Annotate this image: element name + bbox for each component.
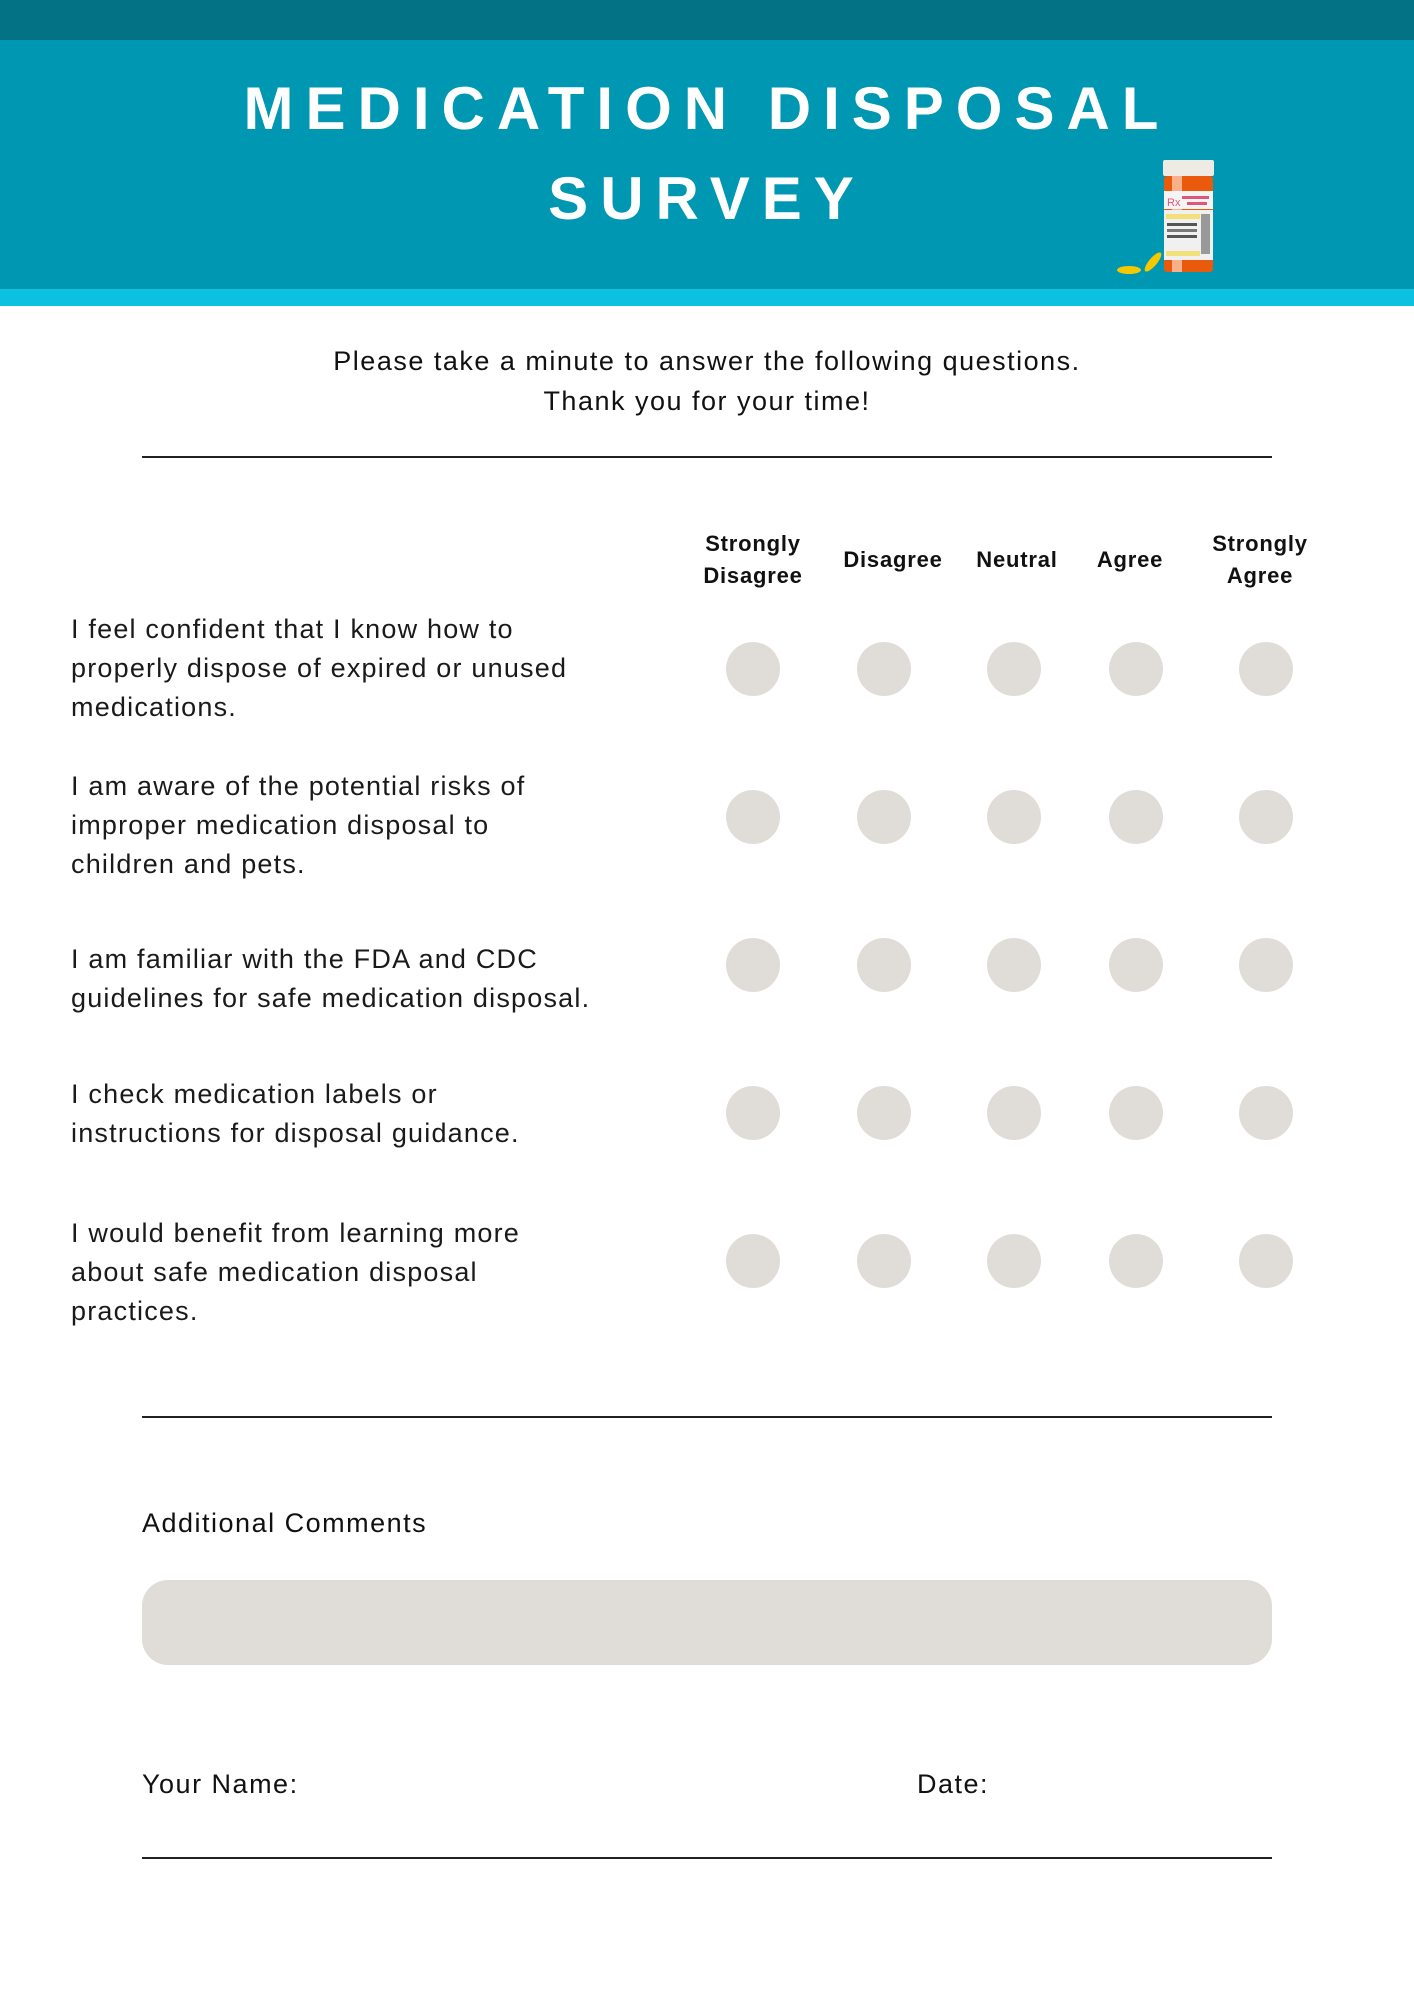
top-band <box>0 0 1414 40</box>
radio-q4-disagree[interactable] <box>857 1086 911 1140</box>
radio-q1-agree[interactable] <box>1109 642 1163 696</box>
radio-q1-strongly-agree[interactable] <box>1239 642 1293 696</box>
question-line: I would benefit from learning more <box>71 1218 521 1248</box>
date-label: Date: <box>917 1769 990 1799</box>
radio-q2-disagree[interactable] <box>857 790 911 844</box>
radio-q2-agree[interactable] <box>1109 790 1163 844</box>
question-line: I check medication labels or <box>71 1079 438 1109</box>
radio-q2-strongly-disagree[interactable] <box>726 790 780 844</box>
radio-q4-strongly-disagree[interactable] <box>726 1086 780 1140</box>
question-line: children and pets. <box>71 849 306 879</box>
question-line: improper medication disposal to <box>71 810 490 840</box>
question-line: practices. <box>71 1296 199 1326</box>
svg-text:Rx: Rx <box>1167 197 1181 209</box>
question-line: instructions for disposal guidance. <box>71 1118 520 1148</box>
question-line: about safe medication disposal <box>71 1257 478 1287</box>
comments-label: Additional Comments <box>142 1508 428 1538</box>
radio-q4-strongly-agree[interactable] <box>1239 1086 1293 1140</box>
question-text <box>71 767 711 884</box>
radio-q5-strongly-agree[interactable] <box>1239 1234 1293 1288</box>
scale-header-disagree: Disagree <box>843 547 943 572</box>
question-line: I feel confident that I know how to <box>71 614 514 644</box>
scale-header-agree: Agree <box>1096 547 1164 572</box>
scale-label: Strongly <box>1212 531 1308 556</box>
scale-header-strongly-disagree <box>683 528 823 592</box>
scale-label: Agree <box>1226 563 1294 588</box>
name-date-line[interactable] <box>142 1857 1272 1859</box>
scale-header-neutral: Neutral <box>976 547 1058 572</box>
header-stripe <box>0 289 1414 306</box>
radio-q1-strongly-disagree[interactable] <box>726 642 780 696</box>
radio-q5-neutral[interactable] <box>987 1234 1041 1288</box>
scale-header-strongly-agree <box>1190 528 1330 592</box>
radio-q5-agree[interactable] <box>1109 1234 1163 1288</box>
question-line: medications. <box>71 692 237 722</box>
radio-q1-disagree[interactable] <box>857 642 911 696</box>
radio-q5-disagree[interactable] <box>857 1234 911 1288</box>
intro-line1: Please take a minute to answer the following questions. <box>333 346 1081 376</box>
radio-q4-agree[interactable] <box>1109 1086 1163 1140</box>
radio-q3-neutral[interactable] <box>987 938 1041 992</box>
comments-input[interactable] <box>142 1580 1272 1665</box>
question-text <box>71 1214 711 1331</box>
question-line: properly dispose of expired or unused <box>71 653 568 683</box>
radio-q2-neutral[interactable] <box>987 790 1041 844</box>
radio-q4-neutral[interactable] <box>987 1086 1041 1140</box>
radio-q1-neutral[interactable] <box>987 642 1041 696</box>
divider <box>142 1416 1272 1418</box>
scale-label: Strongly <box>705 531 801 556</box>
intro-line2: Thank you for your time! <box>543 386 871 416</box>
question-text <box>71 610 711 727</box>
question-line: I am familiar with the FDA and CDC <box>71 944 538 974</box>
page-title-line1: MEDICATION DISPOSAL <box>243 75 1171 142</box>
radio-q3-strongly-disagree[interactable] <box>726 938 780 992</box>
scale-label: Disagree <box>703 563 803 588</box>
page-title-line2: SURVEY <box>548 165 866 232</box>
question-text <box>71 1075 711 1153</box>
question-line: guidelines for safe medication disposal. <box>71 983 591 1013</box>
divider <box>142 456 1272 458</box>
radio-q3-strongly-agree[interactable] <box>1239 938 1293 992</box>
pill-bottle-icon <box>1115 158 1215 276</box>
name-label: Your Name: <box>142 1769 299 1799</box>
radio-q2-strongly-agree[interactable] <box>1239 790 1293 844</box>
radio-q3-disagree[interactable] <box>857 938 911 992</box>
radio-q3-agree[interactable] <box>1109 938 1163 992</box>
question-line: I am aware of the potential risks of <box>71 771 526 801</box>
question-text <box>71 940 711 1018</box>
radio-q5-strongly-disagree[interactable] <box>726 1234 780 1288</box>
